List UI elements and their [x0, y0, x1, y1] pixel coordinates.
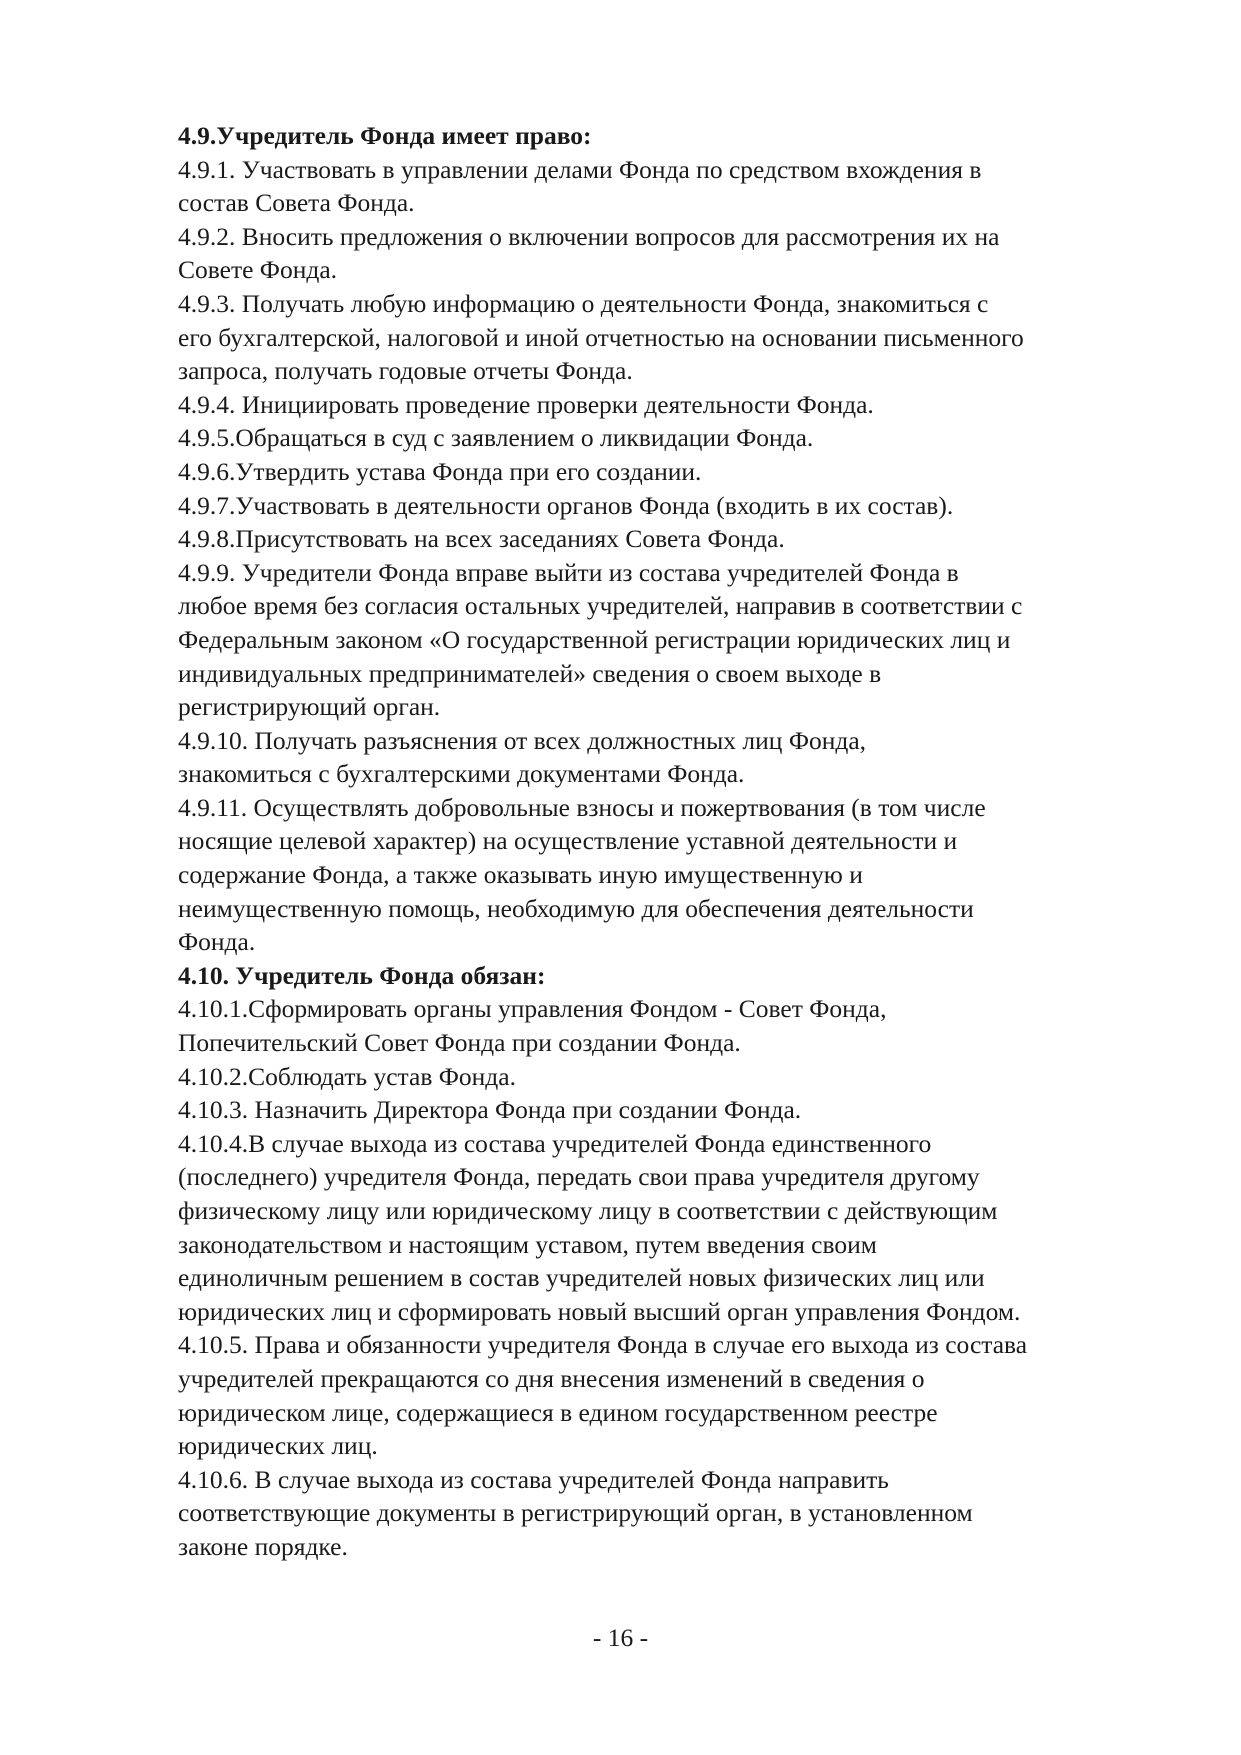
text-line: 4.10.4.В случае выхода из состава учредителей Фонда единственного: [178, 1128, 932, 1158]
text-line: 4.9.11. Осуществлять добровольные взносы и пожертвования (в том числе: [178, 792, 986, 822]
text-line: (последнего) учредителя Фонда, передать свои права учредителя другому: [178, 1162, 980, 1192]
text-line: единоличным решением в состав учредителей новых физических лиц или: [178, 1263, 985, 1293]
text-line: юридическом лице, содержащиеся в едином государственном реестре: [178, 1397, 938, 1427]
text-line: Попечительский Совет Фонда при создании Фонда.: [178, 1028, 741, 1058]
text-line: 4.10.1.Сформировать органы управления Фондом - Совет Фонда,: [178, 994, 887, 1024]
text-line: запроса, получать годовые отчеты Фонда.: [178, 356, 633, 386]
text-line: состав Совета Фонда.: [178, 188, 415, 218]
text-line: индивидуальных предпринимателей» сведения о своем выходе в: [178, 658, 882, 688]
text-line: соответствующие документы в регистрирующий орган, в установленном: [178, 1498, 973, 1528]
text-line: Совете Фонда.: [178, 255, 338, 285]
text-line: неимущественную помощь, необходимую для обеспечения деятельности: [178, 893, 974, 923]
text-line: 4.10.5. Права и обязанности учредителя Фонда в случае его выхода из состава: [178, 1330, 1028, 1360]
text-line: Федеральным законом «О государственной регистрации юридических лиц и: [178, 624, 1011, 654]
text-line: законе порядке.: [178, 1531, 348, 1561]
text-line: 4.9.8.Присутствовать на всех заседаниях Совета Фонда.: [178, 524, 785, 554]
text-line: содержание Фонда, а также оказывать иную имущественную и: [178, 860, 863, 890]
section-heading: 4.9.Учредитель Фонда имеет право:: [178, 121, 592, 150]
text-line: учредителей прекращаются со дня внесения изменений в сведения о: [178, 1363, 925, 1393]
text-line: юридических лиц.: [178, 1431, 378, 1461]
text-line: любое время без согласия остальных учредителей, направив в соответствии с: [178, 591, 1023, 621]
text-line: знакомиться с бухгалтерскими документами Фонда.: [178, 759, 745, 789]
page-number: - 16 -: [592, 1623, 649, 1652]
text-line: 4.9.4. Инициировать проведение проверки деятельности Фонда.: [178, 389, 874, 419]
text-line: 4.9.6.Утвердить устава Фонда при его создании.: [178, 456, 702, 486]
text-line: 4.9.9. Учредители Фонда вправе выйти из состава учредителей Фонда в: [178, 557, 959, 587]
text-line: физическому лицу или юридическому лицу в соответствии с действующим: [178, 1196, 998, 1225]
text-line: 4.9.2. Вносить предложения о включении вопросов для рассмотрения их на: [178, 221, 1000, 251]
text-line: 4.9.3. Получать любую информацию о деятельности Фонда, знакомиться с: [178, 288, 989, 318]
document-body: [178, 119, 1178, 1564]
text-line: юридических лиц и сформировать новый высший орган управления Фондом.: [178, 1296, 1021, 1326]
text-line: 4.9.10. Получать разъяснения от всех должностных лиц Фонда,: [178, 725, 867, 755]
text-line: 4.10.3. Назначить Директора Фонда при создании Фонда.: [178, 1095, 802, 1125]
text-line: 4.10.2.Соблюдать устав Фонда.: [178, 1061, 516, 1091]
text-line: 4.9.7.Участвовать в деятельности органов Фонда (входить в их состав).: [178, 490, 954, 520]
text-line: Фонда.: [178, 927, 256, 957]
text-line: регистрирующий орган.: [178, 692, 441, 722]
text-line: 4.9.1. Участвовать в управлении делами Фонда по средством вхождения в: [178, 154, 982, 184]
text-line: 4.10.6. В случае выхода из состава учредителей Фонда направить: [178, 1464, 889, 1494]
text-line: законодательством и настоящим уставом, путем введения своим: [178, 1229, 877, 1259]
section-heading: 4.10. Учредитель Фонда обязан:: [178, 960, 546, 990]
text-line: его бухгалтерской, налоговой и иной отчетностью на основании письменного: [178, 322, 1024, 352]
text-line: носящие целевой характер) на осуществление уставной деятельности и: [178, 826, 958, 856]
text-line: 4.9.5.Обращаться в суд с заявлением о ликвидации Фонда.: [178, 423, 814, 453]
